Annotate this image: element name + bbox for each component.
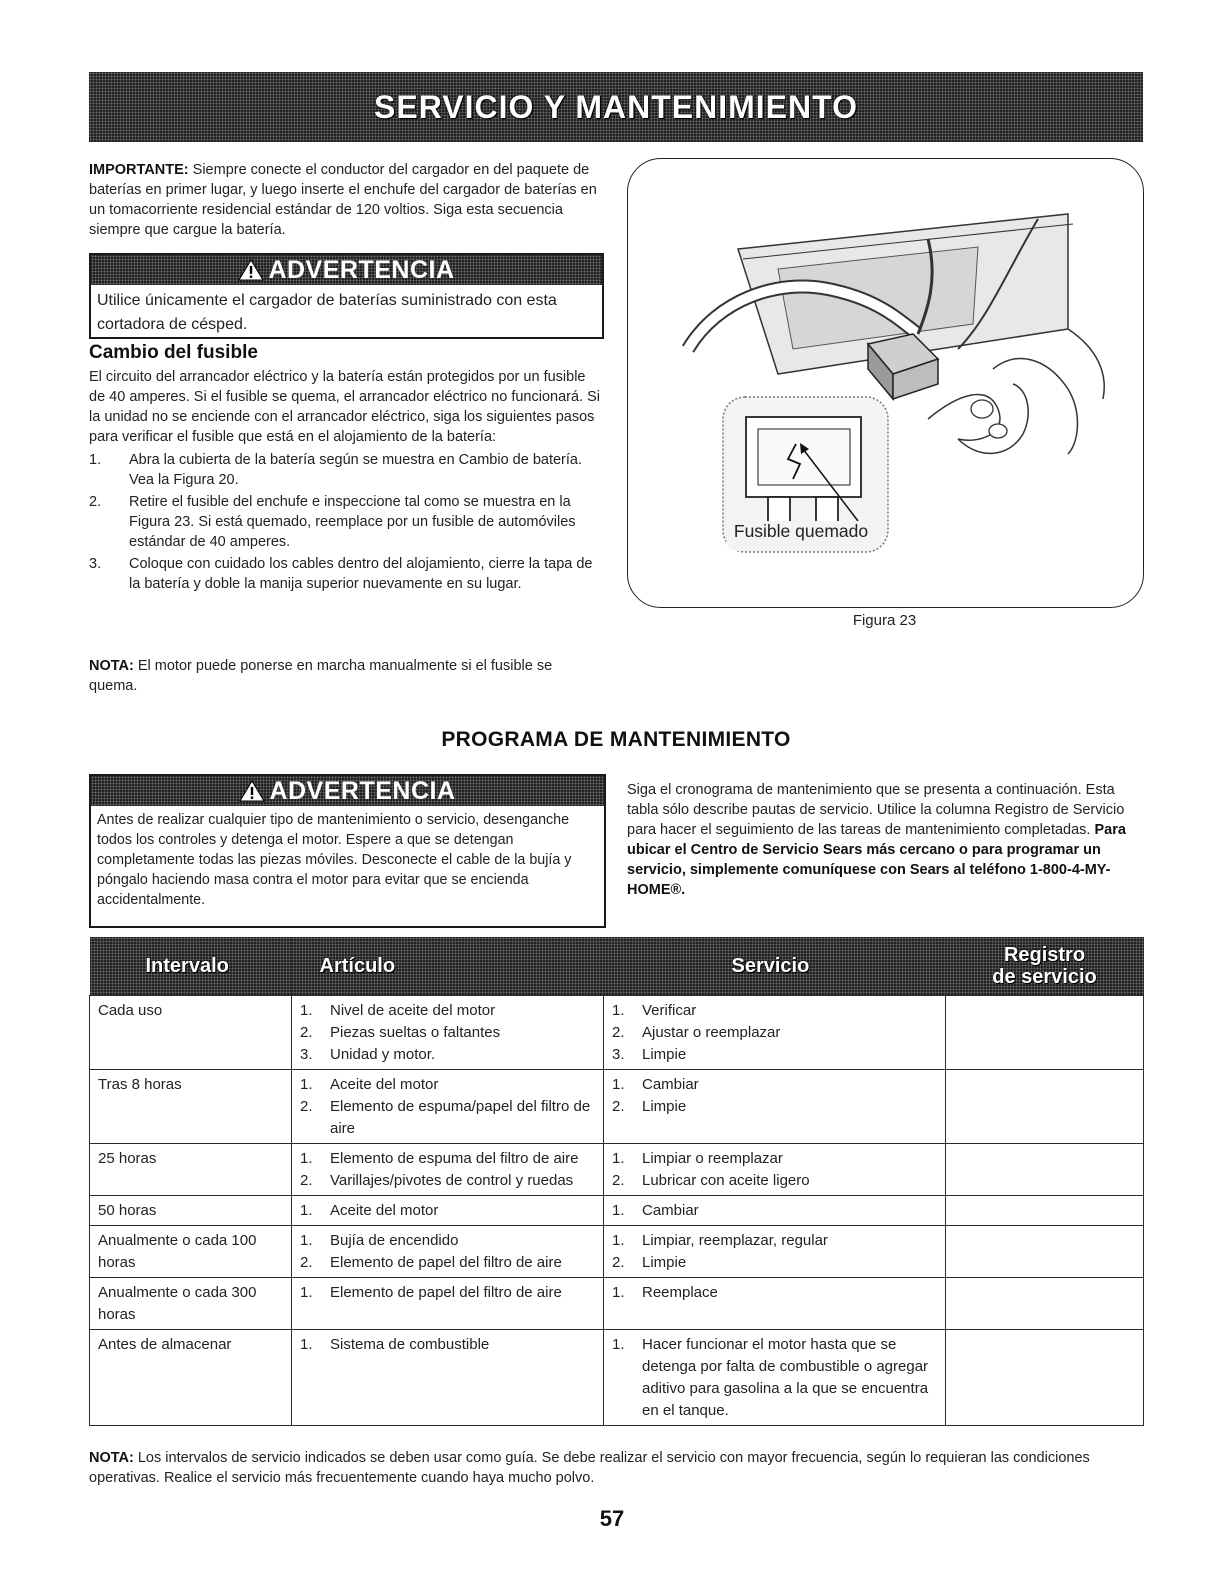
header-interval: Intervalo — [90, 937, 292, 996]
cell-interval: 25 horas — [90, 1144, 292, 1196]
cell-item: 1. Elemento de papel del filtro de aire — [292, 1278, 604, 1330]
footer-note-label: NOTA: — [89, 1450, 134, 1466]
cell-service: 1. Cambiar — [604, 1196, 946, 1226]
warning-maintenance-text: Antes de realizar cualquier tipo de mantenimiento o servicio, desenganche todos los controles y detenga el motor. Espere a que se detengan completamente todas las piezas móviles. Desconecte el cable de la bujía y póngalo haciendo masa contra el motor para evitar que se encienda accidentalmente. — [97, 812, 572, 908]
warning-maintenance-box — [89, 774, 606, 928]
maintenance-table-wrap — [89, 937, 1143, 1426]
title-banner — [89, 72, 1143, 142]
important-text: Siempre conecte el conductor del cargador en del paquete de baterías en primer lugar, y luego inserte el enchufe del cargador de baterías en un tomacorriente residencial estándar de 120 voltios. Siga esta secuencia siempre que cargue la batería. — [89, 162, 597, 238]
header-service: Servicio — [604, 937, 946, 996]
important-label: IMPORTANTE: — [89, 162, 189, 178]
cell-interval: Antes de almacenar — [90, 1330, 292, 1426]
header-item: Artículo — [292, 937, 604, 996]
fuse-step: 1. Abra la cubierta de la batería según se muestra en Cambio de batería. Vea la Figura 20. — [89, 452, 582, 488]
warning-charger-box — [89, 253, 604, 339]
schedule-intro-text: Siga el cronograma de mantenimiento que se presenta a continuación. Esta tabla sólo describe pautas de servicio. Utilice la columna Registro de Servicio para hacer el seguimiento de las tareas de mantenimiento completadas. — [627, 782, 1125, 838]
table-header-row — [90, 937, 1144, 996]
footer-note — [89, 1448, 1143, 1488]
cell-service: 1. Reemplace — [604, 1278, 946, 1330]
cell-interval: 50 horas — [90, 1196, 292, 1226]
fuse-note-label: NOTA: — [89, 658, 134, 674]
maintenance-table — [89, 937, 1144, 1426]
fuse-steps — [89, 450, 604, 594]
cell-item: 1. Aceite del motor 2. Elemento de espuma/papel del filtro de aire — [292, 1070, 604, 1144]
important-paragraph — [89, 160, 601, 240]
fuse-illustration — [628, 159, 1143, 607]
fuse-heading: Cambio del fusible — [89, 342, 258, 363]
schedule-intro-bold: Para ubicar el Centro de Servicio Sears más cercano o para programar un servicio, simplemente comuníquese con Sears al teléfono 1-800-4-MY-HOME®. — [627, 822, 1126, 898]
schedule-intro — [627, 780, 1142, 900]
fuse-note-text: El motor puede ponerse en marcha manualmente si el fusible se quema. — [89, 658, 553, 694]
cell-record[interactable] — [946, 1070, 1144, 1144]
fuse-step: 3. Coloque con cuidado los cables dentro del alojamiento, cierre la tapa de la batería y doble la manija superior nuevamente en su lugar. — [89, 556, 593, 592]
figure-23-frame — [627, 158, 1144, 608]
cell-service: 1. Cambiar 2. Limpie — [604, 1070, 946, 1144]
cell-interval: Cada uso — [90, 996, 292, 1070]
cell-service: 1. Limpiar, reemplazar, regular 2. Limpie — [604, 1226, 946, 1278]
cell-item: 1. Nivel de aceite del motor 2. Piezas sueltas o faltantes 3. Unidad y motor. — [292, 996, 604, 1070]
cell-item: 1. Sistema de combustible — [292, 1330, 604, 1426]
cell-record[interactable] — [946, 1330, 1144, 1426]
page-number: 57 — [599, 1506, 625, 1531]
cell-interval: Tras 8 horas — [90, 1070, 292, 1144]
fuse-note — [89, 656, 601, 696]
warning-charger-title: ADVERTENCIA — [268, 255, 455, 284]
figure-caption: Figura 23 — [852, 612, 917, 629]
fuse-section — [89, 342, 604, 596]
table-row — [90, 996, 1144, 1070]
cell-record[interactable] — [946, 1144, 1144, 1196]
cell-interval: Anualmente o cada 100 horas — [90, 1226, 292, 1278]
cell-record[interactable] — [946, 1226, 1144, 1278]
schedule-heading: PROGRAMA DE MANTENIMIENTO — [441, 728, 791, 751]
table-row — [90, 1226, 1144, 1278]
header-record-line1: Registro — [1003, 944, 1086, 966]
fuse-step: 2. Retire el fusible del enchufe e inspeccione tal como se muestra en la Figura 23. Si está quemado, reemplace por un fusible de automóviles estándar de 40 amperes. — [89, 494, 576, 550]
footer-note-text: Los intervalos de servicio indicados se deben usar como guía. Se debe realizar el servicio con mayor frecuencia, según lo requieran las condiciones operativas. Realice el servicio más frecuentemente cuando haya mucho polvo. — [89, 1450, 1090, 1486]
warning-triangle-icon — [239, 780, 265, 802]
cell-service: 1. Verificar 2. Ajustar o reemplazar 3. Limpie — [604, 996, 946, 1070]
warning-charger-header — [91, 255, 602, 285]
cell-item: 1. Elemento de espuma del filtro de aire 2. Varillajes/pivotes de control y ruedas — [292, 1144, 604, 1196]
cell-item: 1. Bujía de encendido 2. Elemento de papel del filtro de aire — [292, 1226, 604, 1278]
warning-charger-text: Utilice únicamente el cargador de baterías suministrado con esta cortadora de césped. — [97, 292, 557, 333]
cell-service: 1. Hacer funcionar el motor hasta que se detenga por falta de combustible o agregar aditivo para gasolina a la que se encuentra en el tanque. — [604, 1330, 946, 1426]
page-title: SERVICIO Y MANTENIMIENTO — [374, 88, 858, 125]
cell-service: 1. Limpiar o reemplazar 2. Lubricar con aceite ligero — [604, 1144, 946, 1196]
table-row — [90, 1070, 1144, 1144]
cell-record[interactable] — [946, 996, 1144, 1070]
cell-interval: Anualmente o cada 300 horas — [90, 1278, 292, 1330]
fuse-intro: El circuito del arrancador eléctrico y la batería están protegidos por un fusible de 40 amperes. Si el fusible se quema, el arrancador eléctrico no funcionará. Si la unidad no se enciende con el arrancador eléctrico, siga los siguientes pasos para verificar el fusible que está en el alojamiento de la batería: — [89, 369, 601, 445]
cell-record[interactable] — [946, 1278, 1144, 1330]
table-row — [90, 1330, 1144, 1426]
warning-maintenance-title: ADVERTENCIA — [269, 776, 456, 805]
cell-record[interactable] — [946, 1196, 1144, 1226]
warning-maintenance-header — [91, 776, 604, 806]
cell-item: 1. Aceite del motor — [292, 1196, 604, 1226]
fuse-callout-label: Fusible quemado — [726, 521, 876, 551]
warning-triangle-icon — [238, 259, 264, 281]
table-row — [90, 1196, 1144, 1226]
header-record-line2: de servicio — [992, 966, 1097, 988]
table-row — [90, 1278, 1144, 1330]
table-row — [90, 1144, 1144, 1196]
header-record — [946, 937, 1144, 996]
